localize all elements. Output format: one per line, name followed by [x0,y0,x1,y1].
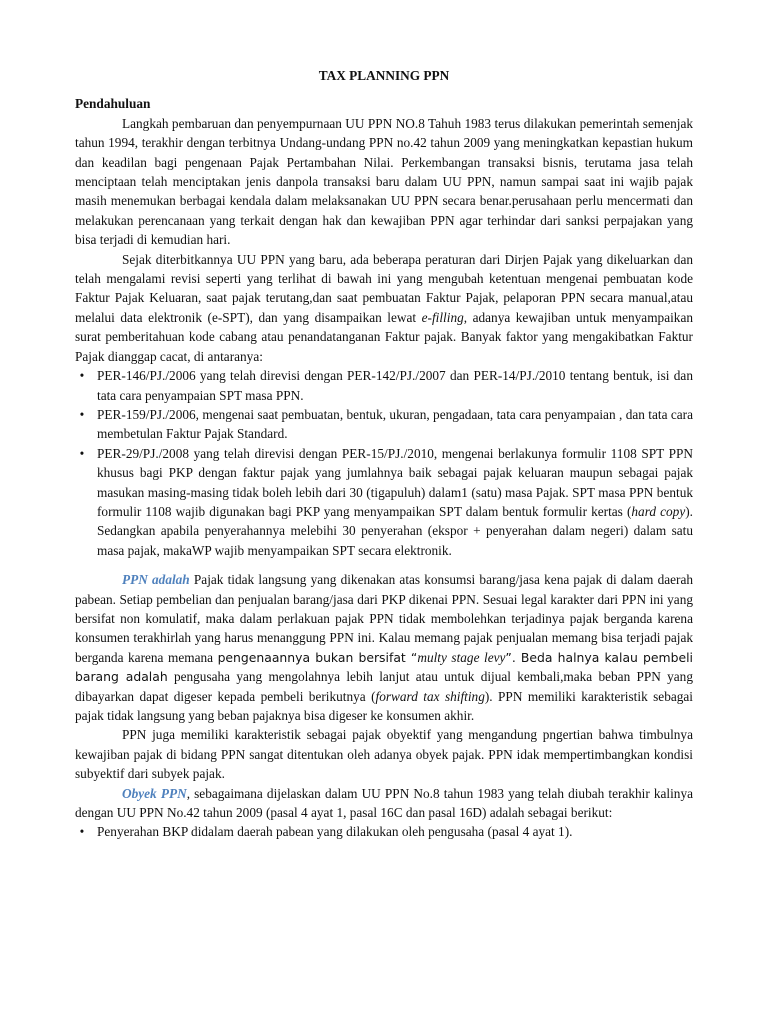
intro-paragraph-2 [75,250,693,366]
regulation-list [75,366,693,560]
forward-tax-shifting-term: forward tax shifting [375,688,485,704]
regulation-item-text: PER-159/PJ./2006, mengenai saat pembuatan, bentuk, ukuran, pengadaan, tata cara penyampaian , dan tata cara membetulan Faktur Pajak Standard. [97,406,693,442]
e-filling-term: e-filling [421,309,464,325]
section-heading: Pendahuluan [75,96,151,112]
regulation-item-text: PER-29/PJ./2008 yang telah direvisi dengan PER-15/PJ./2010, mengenai berlakunya formulir 1108 SPT PPN khusus bagi PKP dengan faktur pajak yang jumlahnya baik sebagai pajak keluaran maupun sebagai pajak masukan masing-masing tidak boleh lebih dari 30 (tigapuluh) dalam1 (satu) masa Pajak. SPT masa PPN bentuk formulir 1108 wajib digunakan bagi PKP yang menyampaikan SPT dalam bentuk formulir kertas ( [97,445,693,519]
definition-sans-text-2: ”. Beda halnya kalau pembeli barang adalah [75,649,693,685]
bullet-icon: • [79,445,85,461]
multy-stage-levy-term: multy stage levy [417,649,506,665]
ppn-object-term: Obyek PPN [122,785,187,801]
bullet-icon: • [79,368,85,384]
definition-sans-text: pengenaannya bukan bersifat “ [217,649,418,665]
bullet-icon: • [79,824,85,840]
objective-tax-paragraph: PPN juga memiliki karakteristik sebagai pajak obyektif yang mengandung pngertian bahwa timbulnya kewajiban pajak di bidang PPN sangat ditentukan oleh adanya obyek pajak. PPN idak mempertimbangkan kondisi subyektif dari subyek pajak. [75,727,693,782]
regulation-item-text: PER-146/PJ./2006 yang telah direvisi dengan PER-142/PJ./2007 dan PER-14/PJ./2010 tentang bentuk, isi dan tata cara penyampaian SPT masa PPN. [97,368,693,403]
hard-copy-term: hard copy [631,503,686,519]
intro-paragraph-2-tail: , adanya kewajiban untuk menyampaikan surat pemberitahuan kode cabang atau penandatanganan Faktur pajak. Banyak faktor yang mengakibatkan Faktur Pajak dianggap cacat, di antaranya: [75,309,693,364]
ppn-definition-term: PPN adalah [122,572,190,588]
definition-text: Pajak tidak langsung yang dikenakan atas konsumsi barang/jasa kena pajak di dalam daerah pabean. Setiap pembelian dan penjualan barang/jasa dari PKP dikenai PPN. Sesuai legal karakter dari PPN ini yang bersifat non komulatif, maka dalam perlakuan pajak PPN tidak membolehkan terjadinya pajak berganda karena konsumen terakhirlah yang harus menanggung PPN ini. Kalau memang pajak penjualan memang bisa terjadi pajak berganda karena memana [75,572,694,665]
bullet-icon: • [79,406,85,422]
list-item [75,366,693,405]
intro-paragraph-1: Langkah pembaruan dan penyempurnaan UU PPN NO.8 Tahuh 1983 terus dilakukan pemerintah semenjak tahun 1994, terakhir dengan terbitnya Undang-undang PPN no.42 tahun 2009 yang meningkatkan kepastian hukum dan keadilan bagi pengenaan Pajak Pertambahan Nilai. Perkembangan transaksi bisnis, terutama jasa telah menciptaan telah menciptakan jenis danpola transaksi baru dalam UU PPN, namun sampai saat ini wajib pajak masih menemukan berbagai kendala dalam melaksanakan UU PPN secara benar.perusahaan perlu mencermati dan melakukan perencanaan yang terkait dengan hak dan kewajiban PPN agar terhindar dari sanksi perpajakan yang bisa terjadi di kemudian hari. [75,115,693,248]
definition-text-2: pengusaha yang mengolahnya lebih lanjut atau untuk dijual kembali,maka beban PPN yang dibayarkan dapat digeser kepada pembeli berikutnya ( [75,669,693,704]
ppn-object-list [75,822,693,841]
list-item [75,405,693,444]
definition-text-3: ). PPN memiliki karakteristik sebagai pajak tidak langsung yang beban pajaknya bisa digeser ke konsumen akhir. [75,688,693,723]
ppn-object-text: , sebagaimana dijelaskan dalam UU PPN No.8 tahun 1983 yang telah diubah terakhir kalinya dengan UU PPN No.42 tahun 2009 (pasal 4 ayat 1, pasal 16C dan pasal 16D) adalah sebagai berikut: [75,785,694,821]
ppn-object-paragraph [75,784,693,823]
ppn-object-item-text: Penyerahan BKP didalam daerah pabean yang dilakukan oleh pengusaha (pasal 4 ayat 1). [97,824,573,840]
list-item [75,822,693,841]
intro-paragraph-2-text: Sejak diterbitkannya UU PPN yang baru, ada beberapa peraturan dari Dirjen Pajak yang dikeluarkan dan telah mengalami revisi seperti yang terlihat di bawah ini yang mengubah ketentuan mengenai pembuatan kode Faktur Pajak Keluaran, saat pajak terutang,dan saat pembuatan Faktur Pajak, pelaporan PPN secara manual,atau melalui data elektronik (e-SPT), dan yang disampaikan lewat [75,251,693,325]
list-item [75,444,693,560]
regulation-item-tail: ). Sedangkan apabila penyerahannya melebihi 30 penyerahan (ekspor + penyerahan dalam negeri) dalam satu masa pajak, makaWP wajib menyampaikan SPT secara elektronik. [97,503,694,558]
document-title: TAX PLANNING PPN [318,68,450,83]
document-body [75,66,693,842]
ppn-definition-paragraph [75,570,693,725]
